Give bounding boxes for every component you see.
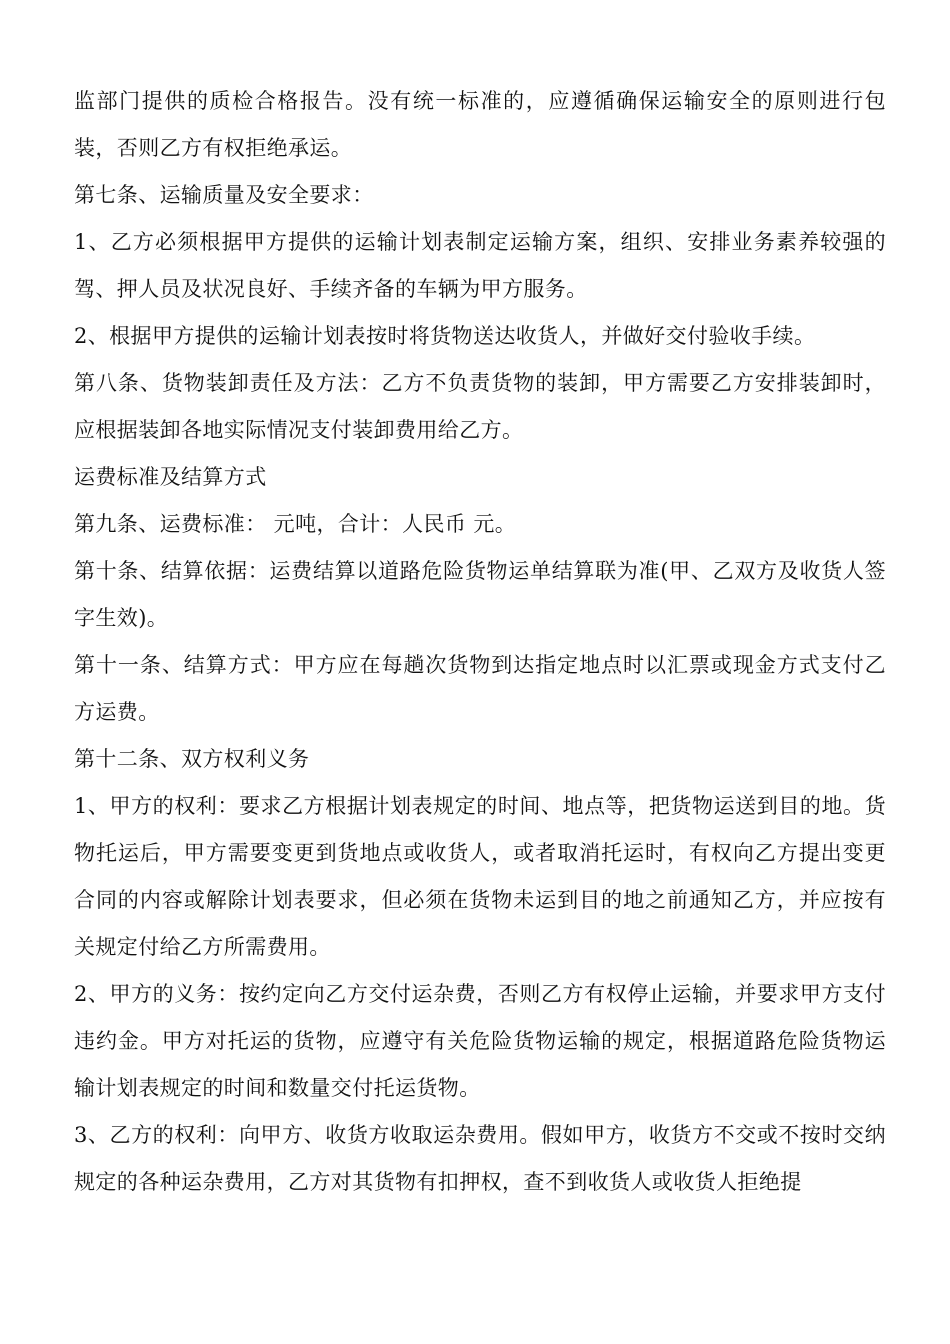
article-9: 第九条、运费标准： 元吨，合计：人民币 元。 — [74, 512, 517, 536]
document-body — [74, 78, 886, 1206]
article-12-heading: 第十二条、双方权利义务 — [74, 747, 310, 771]
article-7-item-2: 2、根据甲方提供的运输计划表按时将货物送达收货人，并做好交付验收手续。 — [74, 324, 816, 348]
paragraph-packaging-continued: 监部门提供的质检合格报告。没有统一标准的，应遵循确保运输安全的原则进行包装，否则乙方有权拒绝承运。 — [74, 89, 886, 160]
article-8: 第八条、货物装卸责任及方法：乙方不负责货物的装卸，甲方需要乙方安排装卸时，应根据装卸各地实际情况支付装卸费用给乙方。 — [74, 371, 886, 442]
article-12-item-1: 1、甲方的权利：要求乙方根据计划表规定的时间、地点等，把货物运送到目的地。货物托运后，甲方需要变更到货地点或收货人，或者取消托运时，有权向乙方提出变更合同的内容或解除计划表要求，但必须在货物未运到目的地之前通知乙方，并应按有关规定付给乙方所需费用。 — [74, 794, 886, 959]
article-11: 第十一条、结算方式：甲方应在每趟次货物到达指定地点时以汇票或现金方式支付乙方运费。 — [74, 653, 886, 724]
article-12-item-2: 2、甲方的义务：按约定向乙方交付运杂费，否则乙方有权停止运输，并要求甲方支付违约金。甲方对托运的货物，应遵守有关危险货物运输的规定，根据道路危险货物运输计划表规定的时间和数量交付托运货物。 — [74, 982, 886, 1100]
article-12-item-3: 3、乙方的权利：向甲方、收货方收取运杂费用。假如甲方，收货方不交或不按时交纳规定的各种运杂费用，乙方对其货物有扣押权，查不到收货人或收货人拒绝提 — [74, 1123, 886, 1194]
article-10: 第十条、结算依据：运费结算以道路危险货物运单结算联为准(甲、乙双方及收货人签字生效)。 — [74, 559, 886, 630]
article-7-heading: 第七条、运输质量及安全要求： — [74, 183, 374, 207]
article-7-item-1: 1、乙方必须根据甲方提供的运输计划表制定运输方案，组织、安排业务素养较强的驾、押人员及状况良好、手续齐备的车辆为甲方服务。 — [74, 230, 886, 301]
section-heading-freight: 运费标准及结算方式 — [74, 465, 267, 489]
